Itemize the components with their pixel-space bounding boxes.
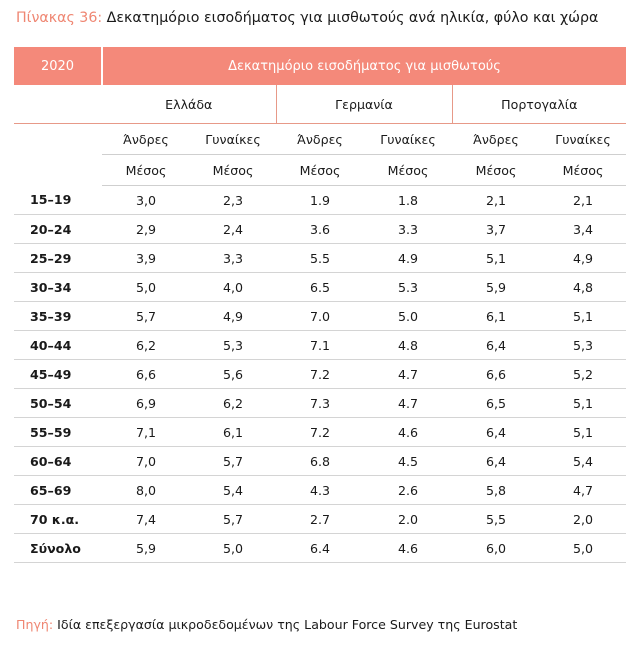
age-group-label: 65–69	[14, 476, 102, 505]
value-cell: 4.8	[364, 331, 452, 360]
value-cell: 5.3	[364, 273, 452, 302]
value-cell: 3,3	[190, 244, 276, 273]
value-cell: 4,9	[540, 244, 626, 273]
value-cell: 4.6	[364, 534, 452, 563]
value-cell: 4,8	[540, 273, 626, 302]
table-row	[14, 447, 626, 476]
value-cell: 2,1	[452, 186, 540, 215]
value-cell: 4.6	[364, 418, 452, 447]
sex-header: Γυναίκες	[190, 124, 276, 155]
value-cell: 3,7	[452, 215, 540, 244]
value-cell: 3.3	[364, 215, 452, 244]
age-group-label: 50–54	[14, 389, 102, 418]
table-row	[14, 273, 626, 302]
sex-header: Άνδρες	[276, 124, 364, 155]
sex-header: Γυναίκες	[364, 124, 452, 155]
age-group-label: 20–24	[14, 215, 102, 244]
value-cell: 1.9	[276, 186, 364, 215]
value-cell: 5.0	[364, 302, 452, 331]
value-cell: 4,0	[190, 273, 276, 302]
table-title-text: Δεκατημόριο εισοδήματος για μισθωτούς ανά ηλικία, φύλο και χώρα	[106, 10, 599, 26]
value-cell: 7.3	[276, 389, 364, 418]
value-cell: 4.5	[364, 447, 452, 476]
value-cell: 6,4	[452, 447, 540, 476]
value-cell: 6,6	[452, 360, 540, 389]
value-cell: 5,7	[190, 447, 276, 476]
value-cell: 2,4	[190, 215, 276, 244]
stat-header: Μέσος	[102, 155, 190, 186]
value-cell: 6.5	[276, 273, 364, 302]
value-cell: 6,4	[452, 418, 540, 447]
value-cell: 5,1	[452, 244, 540, 273]
value-cell: 6,1	[190, 418, 276, 447]
stat-header: Μέσος	[364, 155, 452, 186]
value-cell: 5,9	[452, 273, 540, 302]
value-cell: 5.5	[276, 244, 364, 273]
value-cell: 3,9	[102, 244, 190, 273]
sex-header: Άνδρες	[102, 124, 190, 155]
age-group-label: 25–29	[14, 244, 102, 273]
value-cell: 4,7	[540, 476, 626, 505]
value-cell: 5,8	[452, 476, 540, 505]
stat-header: Μέσος	[452, 155, 540, 186]
table-row	[14, 389, 626, 418]
table-row	[14, 505, 626, 534]
value-cell: 6,0	[452, 534, 540, 563]
value-cell: 7,1	[102, 418, 190, 447]
table-row	[14, 331, 626, 360]
source-text: Ιδία επεξεργασία μικροδεδομένων της Labour Force Survey της Eurostat	[57, 617, 518, 632]
value-cell: 4.3	[276, 476, 364, 505]
age-group-label: 70 κ.α.	[14, 505, 102, 534]
value-cell: 5,1	[540, 418, 626, 447]
value-cell: 5,3	[540, 331, 626, 360]
value-cell: 2.6	[364, 476, 452, 505]
value-cell: 4.7	[364, 389, 452, 418]
table-row	[14, 360, 626, 389]
stat-header: Μέσος	[190, 155, 276, 186]
value-cell: 6,4	[452, 331, 540, 360]
value-cell: 5,2	[540, 360, 626, 389]
value-cell: 6.4	[276, 534, 364, 563]
value-cell: 7.0	[276, 302, 364, 331]
table-title-label: Πίνακας 36:	[16, 10, 103, 26]
age-group-label: 30–34	[14, 273, 102, 302]
country-portugal: Πορτογαλία	[452, 85, 626, 124]
value-cell: 5,6	[190, 360, 276, 389]
age-group-label: 15–19	[14, 186, 102, 215]
value-cell: 1.8	[364, 186, 452, 215]
value-cell: 4.9	[364, 244, 452, 273]
age-group-label: 35–39	[14, 302, 102, 331]
table-title	[16, 10, 598, 26]
sex-header: Γυναίκες	[540, 124, 626, 155]
value-cell: 5,0	[540, 534, 626, 563]
value-cell: 5,1	[540, 302, 626, 331]
value-cell: 2,3	[190, 186, 276, 215]
value-cell: 6,1	[452, 302, 540, 331]
sex-header: Άνδρες	[452, 124, 540, 155]
value-cell: 7.2	[276, 360, 364, 389]
table-row	[14, 476, 626, 505]
table-row	[14, 244, 626, 273]
value-cell: 5,0	[102, 273, 190, 302]
country-greece: Ελλάδα	[102, 85, 276, 124]
table-main-header: Δεκατημόριο εισοδήματος για μισθωτούς	[102, 47, 626, 85]
value-cell: 7.2	[276, 418, 364, 447]
stat-header: Μέσος	[276, 155, 364, 186]
value-cell: 8,0	[102, 476, 190, 505]
table-row	[14, 215, 626, 244]
value-cell: 5,4	[190, 476, 276, 505]
value-cell: 5,7	[102, 302, 190, 331]
age-group-label: Σύνολο	[14, 534, 102, 563]
year-header: 2020	[14, 47, 102, 85]
table-row	[14, 418, 626, 447]
value-cell: 7.1	[276, 331, 364, 360]
age-group-label: 55–59	[14, 418, 102, 447]
value-cell: 6,6	[102, 360, 190, 389]
source-note	[16, 617, 517, 632]
value-cell: 3,4	[540, 215, 626, 244]
value-cell: 5,4	[540, 447, 626, 476]
value-cell: 2.0	[364, 505, 452, 534]
value-cell: 7,4	[102, 505, 190, 534]
value-cell: 4,9	[190, 302, 276, 331]
value-cell: 2,1	[540, 186, 626, 215]
age-group-label: 40–44	[14, 331, 102, 360]
value-cell: 6,2	[102, 331, 190, 360]
value-cell: 3.6	[276, 215, 364, 244]
value-cell: 6,5	[452, 389, 540, 418]
value-cell: 2.7	[276, 505, 364, 534]
value-cell: 5,5	[452, 505, 540, 534]
source-label: Πηγή:	[16, 617, 54, 632]
table-row	[14, 302, 626, 331]
value-cell: 6,2	[190, 389, 276, 418]
value-cell: 3,0	[102, 186, 190, 215]
age-group-label: 60–64	[14, 447, 102, 476]
value-cell: 4.7	[364, 360, 452, 389]
value-cell: 6.8	[276, 447, 364, 476]
value-cell: 5,9	[102, 534, 190, 563]
stat-header: Μέσος	[540, 155, 626, 186]
value-cell: 5,7	[190, 505, 276, 534]
value-cell: 5,3	[190, 331, 276, 360]
value-cell: 7,0	[102, 447, 190, 476]
age-group-label: 45–49	[14, 360, 102, 389]
value-cell: 5,0	[190, 534, 276, 563]
value-cell: 2,9	[102, 215, 190, 244]
table-row	[14, 534, 626, 563]
country-germany: Γερμανία	[276, 85, 452, 124]
value-cell: 6,9	[102, 389, 190, 418]
income-decile-table	[14, 47, 626, 563]
table-row	[14, 186, 626, 215]
value-cell: 2,0	[540, 505, 626, 534]
value-cell: 5,1	[540, 389, 626, 418]
